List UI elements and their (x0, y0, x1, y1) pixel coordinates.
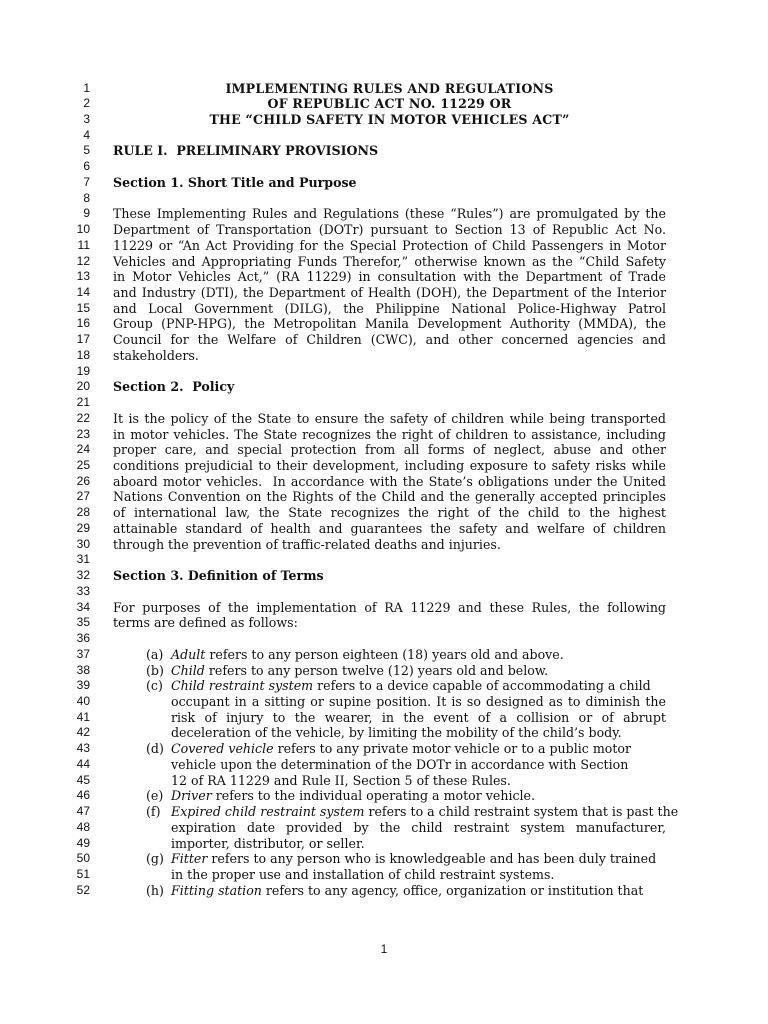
body-text-line: 11229 or “An Act Providing for the Special Protection of Child Passengers in Motor (113, 237, 666, 253)
body-text-line: proper care, and special protection from all forms of neglect, abuse and other (113, 442, 666, 458)
line-number: 27 (76, 489, 90, 504)
document-line (0, 112, 768, 128)
body-text-line: terms are defined as follows: (113, 615, 298, 631)
line-number: 1 (83, 80, 90, 95)
document-line (0, 81, 768, 97)
line-number: 15 (76, 300, 90, 315)
document-line (0, 773, 768, 789)
body-text-line: Council for the Welfare of Children (CWC), and other concerned agencies and (113, 332, 666, 348)
definition-text: refers to any person eighteen (18) years old and above. (205, 646, 564, 662)
line-number: 35 (76, 615, 90, 630)
line-number: 43 (76, 741, 90, 756)
document-line (0, 301, 768, 317)
document-line (0, 505, 768, 521)
line-number: 40 (76, 693, 90, 708)
document-line (0, 883, 768, 899)
body-text-line: Vehicles and Appropriating Funds Therefor,” otherwise known as the “Child Safety (113, 253, 666, 269)
document-line (0, 788, 768, 804)
line-number: 49 (76, 835, 90, 850)
line-number: 25 (76, 458, 90, 473)
line-number: 9 (83, 206, 90, 221)
line-number: 4 (83, 127, 90, 142)
defined-term: Fitting station (171, 882, 262, 898)
line-number: 22 (76, 410, 90, 425)
line-number: 47 (76, 804, 90, 819)
line-number: 37 (76, 646, 90, 661)
page-number: 1 (380, 942, 388, 956)
document-title-line: IMPLEMENTING RULES AND REGULATIONS (225, 80, 554, 96)
line-number: 28 (76, 505, 90, 520)
document-title-line: THE “CHILD SAFETY IN MOTOR VEHICLES ACT” (209, 111, 570, 127)
definition-text: refers to a device capable of accommodating a child (313, 678, 651, 694)
document-line (0, 96, 768, 112)
item-label: (b) (146, 662, 164, 678)
document-line (0, 725, 768, 741)
line-number: 21 (76, 395, 90, 410)
line-number: 51 (76, 867, 90, 881)
line-number: 29 (76, 520, 90, 535)
line-number: 50 (76, 851, 90, 866)
line-number: 5 (83, 143, 90, 158)
document-line (0, 820, 768, 836)
item-label: (h) (146, 882, 164, 898)
line-number: 23 (76, 426, 90, 441)
document-line (0, 710, 768, 726)
document-line (0, 159, 768, 175)
defined-term: Adult (171, 646, 206, 662)
item-label: (d) (146, 741, 164, 757)
line-number: 17 (76, 332, 90, 347)
body-text-line: Nations Convention on the Rights of the Child and the generally accepted principles (113, 489, 666, 505)
definition-item (146, 647, 666, 663)
document-line (0, 206, 768, 222)
body-text-line: in Motor Vehicles Act,” (RA 11229) in consultation with the Department of Trade (113, 269, 666, 285)
document-line (0, 757, 768, 773)
line-number: 38 (76, 662, 90, 677)
definition-item (146, 851, 666, 867)
document-line (0, 442, 768, 458)
document-line (0, 254, 768, 270)
line-number: 10 (76, 222, 90, 237)
document-line (0, 348, 768, 364)
defined-term: Child restraint system (171, 678, 314, 694)
line-number: 8 (83, 190, 90, 205)
document-line (0, 584, 768, 600)
line-number: 12 (76, 253, 90, 268)
document-line (0, 316, 768, 332)
line-number: 31 (76, 552, 90, 567)
defined-term: Fitter (171, 851, 208, 867)
document-line (0, 631, 768, 647)
definition-item (146, 663, 666, 679)
body-text-line: For purposes of the implementation of RA 11229 and these Rules, the following (113, 599, 666, 615)
section-heading: Section 2. Policy (113, 379, 235, 395)
section-heading: Section 1. Short Title and Purpose (113, 174, 357, 190)
line-number: 44 (76, 756, 90, 771)
item-label: (f) (146, 804, 161, 820)
defined-term: Child (171, 662, 205, 678)
line-number: 26 (76, 473, 90, 488)
document-line (0, 552, 768, 568)
defined-term: Driver (171, 788, 212, 804)
document-line (0, 489, 768, 505)
document-line (0, 332, 768, 348)
line-number: 48 (76, 819, 90, 834)
body-text-line: attainable standard of health and guarantees the safety and welfare of children (113, 520, 666, 536)
document-line (0, 647, 768, 663)
line-number: 46 (76, 788, 90, 803)
body-text-line: and Industry (DTI), the Department of Health (DOH), the Department of the Interior (113, 284, 666, 300)
body-text-line: in the proper use and installation of child restraint systems. (171, 867, 555, 882)
body-text-line: conditions prejudicial to their development, including exposure to safety risks while (113, 458, 666, 474)
document-line (0, 615, 768, 631)
document-line (0, 851, 768, 867)
line-number: 39 (76, 678, 90, 693)
section-heading: Section 3. Definition of Terms (113, 568, 324, 584)
body-text-line: 12 of RA 11229 and Rule II, Section 5 of these Rules. (171, 772, 511, 788)
definition-item (146, 883, 666, 899)
defined-term: Covered vehicle (171, 741, 274, 757)
document-line (0, 191, 768, 207)
line-number: 30 (76, 536, 90, 551)
line-number: 2 (83, 96, 90, 111)
definition-item (146, 678, 666, 694)
body-text-line: stakeholders. (113, 347, 199, 363)
document-title-line: OF REPUBLIC ACT NO. 11229 OR (267, 96, 512, 112)
definition-item (146, 804, 679, 820)
line-number: 18 (76, 347, 90, 362)
defined-term: Expired child restraint system (171, 804, 365, 820)
line-number: 7 (83, 174, 90, 189)
body-text-line: These Implementing Rules and Regulations (these “Rules”) are promulgated by the (113, 206, 666, 222)
document-line (0, 836, 768, 852)
document-line (0, 427, 768, 443)
item-label: (a) (146, 646, 164, 662)
body-text-line: expiration date provided by the child restraint system manufacturer, (171, 819, 666, 835)
item-label: (c) (146, 678, 163, 694)
line-number: 45 (76, 772, 90, 787)
document-line (0, 694, 768, 710)
body-text-line: risk of injury to the wearer, in the event of a collision or of abrupt (171, 709, 666, 725)
body-text-line: and Local Government (DILG), the Philippine National Police-Highway Patrol (113, 300, 666, 316)
document-line (0, 474, 768, 490)
line-number: 42 (76, 725, 90, 740)
body-text-line: through the prevention of traffic-related deaths and injuries. (113, 536, 501, 552)
definition-text: refers to the individual operating a motor vehicle. (211, 788, 536, 804)
document-line (0, 238, 768, 254)
document-line (0, 395, 768, 411)
line-number: 11 (77, 237, 90, 252)
line-number: 16 (76, 316, 90, 331)
item-label: (g) (146, 851, 164, 867)
line-number: 41 (76, 709, 90, 724)
definition-item (146, 788, 666, 804)
definition-text: refers to any person twelve (12) years old and below. (204, 662, 549, 678)
body-text-line: importer, distributor, or seller. (171, 835, 365, 851)
line-number: 19 (76, 363, 90, 378)
line-number: 36 (76, 631, 90, 646)
document-line (0, 678, 768, 694)
document-line (0, 741, 768, 757)
line-number: 52 (76, 882, 90, 897)
line-number: 32 (76, 568, 90, 583)
line-number: 33 (76, 583, 90, 598)
line-number: 14 (76, 284, 90, 299)
definition-text: refers to any agency, office, organization or institution that (261, 882, 644, 898)
definition-text: refers to any person who is knowledgeable and has been duly trained (207, 851, 657, 867)
definition-text: refers to a child restraint system that is past the (364, 804, 679, 820)
document-line (0, 411, 768, 427)
body-text-line: in motor vehicles. The State recognizes the right of children to assistance, including (113, 426, 666, 442)
line-number: 20 (76, 379, 90, 394)
document-line (0, 458, 768, 474)
document-line (0, 364, 768, 380)
document-line (0, 269, 768, 285)
line-number: 24 (76, 442, 90, 457)
definition-item (146, 741, 666, 757)
body-text-line: Group (PNP-HPG), the Metropolitan Manila Development Authority (MMDA), the (113, 316, 666, 332)
line-number: 6 (83, 159, 90, 174)
body-text-line: aboard motor vehicles. In accordance with the State’s obligations under the United (113, 473, 666, 489)
document-line (0, 521, 768, 537)
body-text-line: Department of Transportation (DOTr) pursuant to Section 13 of Republic Act No. (113, 222, 666, 238)
body-text-line: vehicle upon the determination of the DOTr in accordance with Section (171, 756, 629, 772)
document-line (0, 600, 768, 616)
body-text-line: of international law, the State recognizes the right of the child to the highest (113, 505, 666, 521)
line-number: 34 (76, 599, 90, 614)
document-line (0, 379, 768, 395)
body-text-line: It is the policy of the State to ensure the safety of children while being transported (113, 410, 666, 426)
document-line (0, 537, 768, 553)
document-line (0, 285, 768, 301)
document-line (0, 143, 768, 159)
document-line (0, 128, 768, 144)
body-text-line: occupant in a sitting or supine position. It is so designed as to diminish the (171, 693, 666, 709)
section-heading: RULE I. PRELIMINARY PROVISIONS (113, 143, 379, 159)
document-line (0, 867, 768, 883)
document-line (0, 804, 768, 820)
item-label: (e) (146, 788, 164, 804)
document-line (0, 222, 768, 238)
definition-text: refers to any private motor vehicle or to a public motor (273, 741, 632, 757)
document-line (0, 568, 768, 584)
line-number: 3 (83, 111, 90, 126)
document-line (0, 175, 768, 191)
body-text-line: deceleration of the vehicle, by limiting the mobility of the child’s body. (171, 725, 622, 741)
document-line (0, 663, 768, 679)
line-number: 13 (76, 269, 90, 284)
